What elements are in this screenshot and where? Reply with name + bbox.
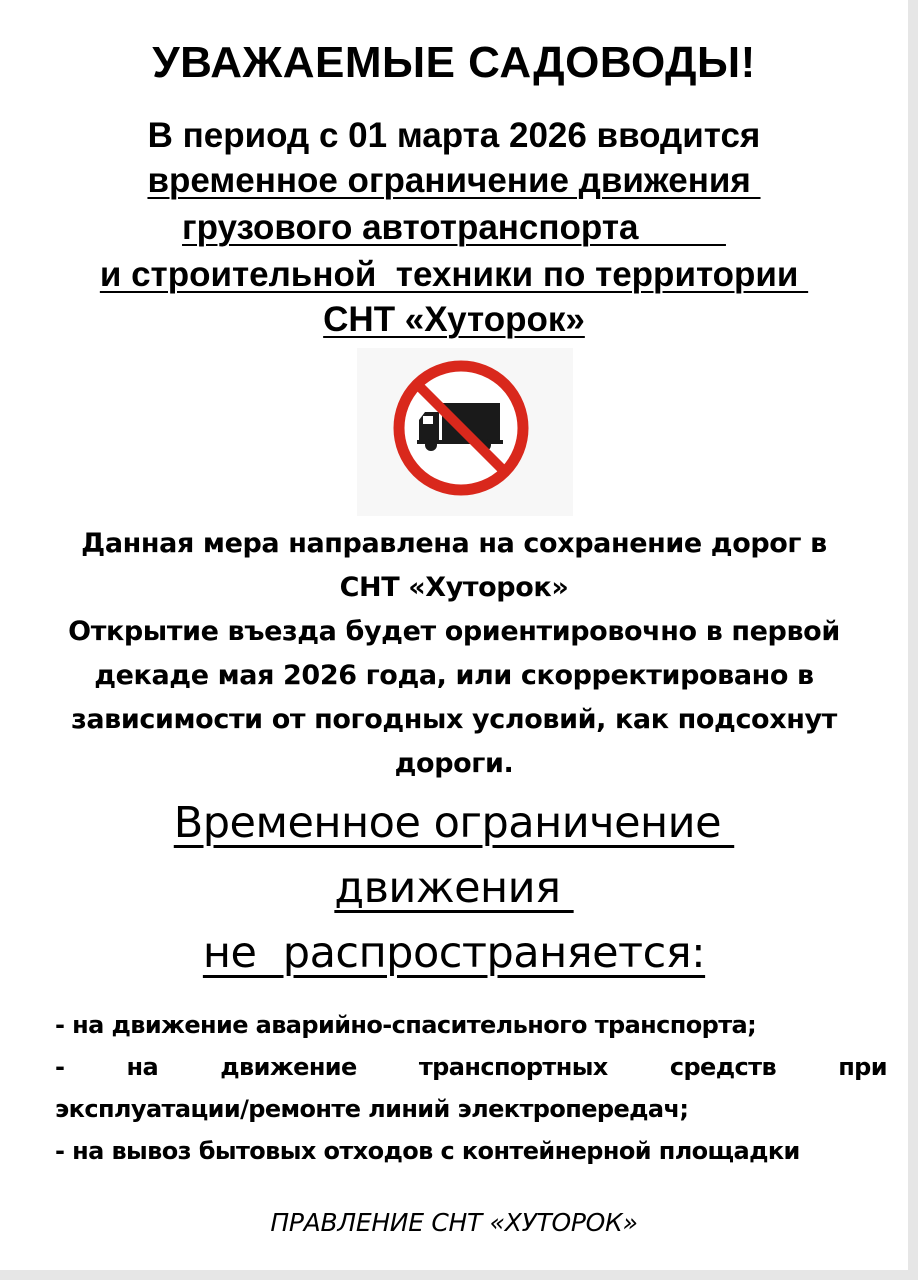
no-trucks-sign-icon <box>357 348 573 516</box>
announcement-text: грузового автотранспорта <box>182 208 726 247</box>
exception-heading-line-3 <box>0 925 908 981</box>
explanation-line-3: Открытие въезда будет ориентировочно в первой <box>68 616 840 647</box>
explanation-line-2: СНТ «Хуторок» <box>339 572 569 603</box>
announcement-line-3 <box>0 206 908 250</box>
explanation-line-1: Данная мера направлена на сохранение дорог в <box>81 528 827 559</box>
exception-word: движение <box>220 1053 357 1081</box>
explanation-line-4: декаде мая 2026 года, или скорректировано в <box>94 660 814 691</box>
announcement-text: СНТ «Хуторок» <box>323 300 585 339</box>
exception-item-2-continued: эксплуатации/ремонте линий электропередач; <box>55 1095 689 1123</box>
exception-word: - <box>55 1053 65 1081</box>
exception-word: на <box>126 1053 159 1081</box>
explanation-line-6: дороги. <box>394 748 514 779</box>
announcement-text: В период с 01 марта 2026 вводится <box>147 116 761 155</box>
exception-item-2 <box>55 1053 887 1081</box>
notice-title: УВАЖАЕМЫЕ САДОВОДЫ! <box>152 38 756 87</box>
exception-item-1: - на движение аварийно-спасительного транспорта; <box>55 1011 757 1039</box>
announcement-text: и строительной техники по территории <box>99 255 809 294</box>
announcement-line-1 <box>0 114 908 158</box>
announcement-line-5 <box>0 298 908 342</box>
exception-heading-text: Временное ограничение <box>173 798 735 848</box>
announcement-line-4 <box>0 253 908 297</box>
announcement-line-2 <box>0 159 908 203</box>
exception-heading-line-1 <box>0 795 908 851</box>
exception-word: средств <box>669 1053 777 1081</box>
exception-heading-text: движения <box>334 863 574 913</box>
signature: ПРАВЛЕНИЕ СНТ «ХУТОРОК» <box>270 1208 638 1237</box>
exception-heading-text: не распространяется: <box>202 928 706 978</box>
exception-heading-line-2 <box>0 860 908 916</box>
exception-word: при <box>838 1053 887 1081</box>
announcement-text: временное ограничение движения <box>147 161 761 200</box>
exception-word: транспортных <box>418 1053 608 1081</box>
exception-item-3: - на вывоз бытовых отходов с контейнерной площадки <box>55 1137 800 1165</box>
explanation-line-5: зависимости от погодных условий, как подсохнут <box>71 704 837 735</box>
no-trucks-sign <box>357 348 573 516</box>
